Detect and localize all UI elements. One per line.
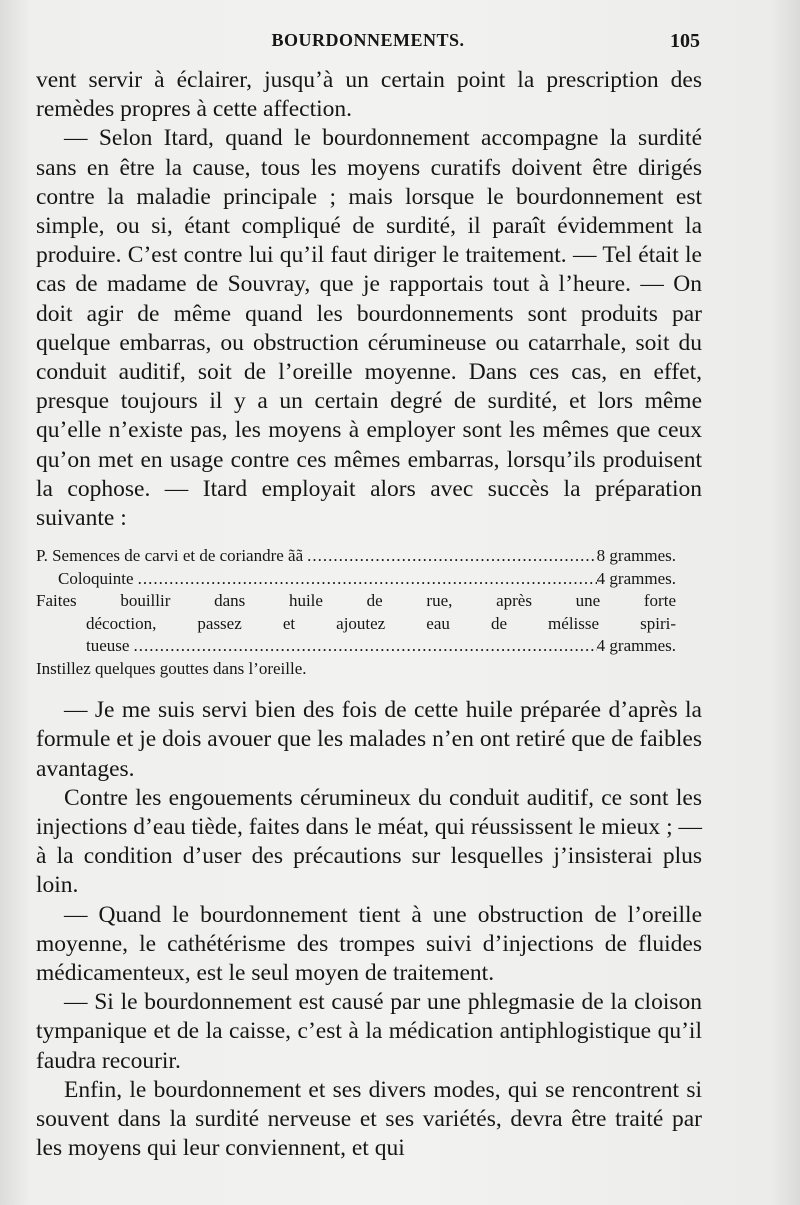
paragraph-engouements: Contre les engouements cérumineux du conduit auditif, ce sont les injections d’eau tiède, faites dans le méat, qui réussissent le mieux ; — à la condition d’user des précautions sur lesquelles j’insisterai plus loin. xyxy=(36,784,702,899)
leader-dots xyxy=(129,635,596,658)
leader-dots xyxy=(303,545,597,568)
recipe-block xyxy=(36,545,676,680)
recipe-line-tueuse: tueuse ..... 4 grammes. xyxy=(36,635,676,658)
recipe-line-coloquinte: Coloquinte ..... 4 grammes. xyxy=(36,568,676,591)
paragraph-obstruction: — Quand le bourdonnement tient à une obstruction de l’oreille moyenne, le cathétérisme des trompes suivi d’injections de fluides médicamenteux, est le seul moyen de traitement. xyxy=(36,901,702,987)
recipe-line-instillez: Instillez quelques gouttes dans l’oreille. xyxy=(36,658,307,678)
paragraph-phlegmasie: — Si le bourdonnement est causé par une phlegmasie de la cloison tympanique et de la caisse, c’est à la médication antiphlogistique qu’il faudra recourir. xyxy=(36,989,702,1074)
recipe-line-semences: P. Semences de carvi et de coriandre ãã ..... 8 grammes. xyxy=(36,545,676,568)
running-title: BOURDONNEMENTS. xyxy=(271,30,465,50)
page-number: 105 xyxy=(670,30,700,52)
leader-dots xyxy=(134,568,597,591)
recipe-line-decoction: décoction, passez et ajoutez eau de mélisse spiri- xyxy=(86,613,676,633)
paragraph-itard: — Selon Itard, quand le bourdonnement accompagne la surdité sans en être la cause, tous les moyens curatifs doivent être dirigés contre la maladie principale ; mais lorsque le bourdonnement est simple, ou si, étant compliqué de surdité, il paraît évidemment la produire. C’est contre lui qu’il faut diriger le traitement. — Tel était le cas de madame de Souvray, que je rapportais tout à l’heure. — On doit agir de même quand les bourdonnements sont produits par quelque embarras, ou obstruction cérumineuse ou catarrhale, soit du conduit auditif, soit de l’oreille moyenne. Dans ces cas, en effet, presque toujours il y a un certain degré de surdité, et lors même qu’elle n’existe pas, les moyens à employer sont les mêmes que ceux qu’on met en usage contre ces mêmes embarras, lorsqu’ils produisent la cophose. — Itard employait alors avec succès la préparation suivante : xyxy=(36,125,702,532)
paragraph-continued: vent servir à éclairer, jusqu’à un certain point la prescription des remèdes propres à cette affection. xyxy=(36,67,702,123)
paragraph-huile: — Je me suis servi bien des fois de cette huile préparée d’après la formule et je dois avouer que les malades n’en ont retiré que de faibles avantages. xyxy=(36,697,702,782)
page-header xyxy=(36,30,700,56)
recipe-line-faites: Faites bouillir dans huile de rue, après une forte xyxy=(36,591,676,611)
paragraph-enfin: Enfin, le bourdonnement et ses divers modes, qui se rencontrent si souvent dans la surdité nerveuse et ses variétés, devra être traité par les moyens qui leur conviennent, et qui xyxy=(36,1076,702,1162)
body-text xyxy=(36,66,702,1164)
